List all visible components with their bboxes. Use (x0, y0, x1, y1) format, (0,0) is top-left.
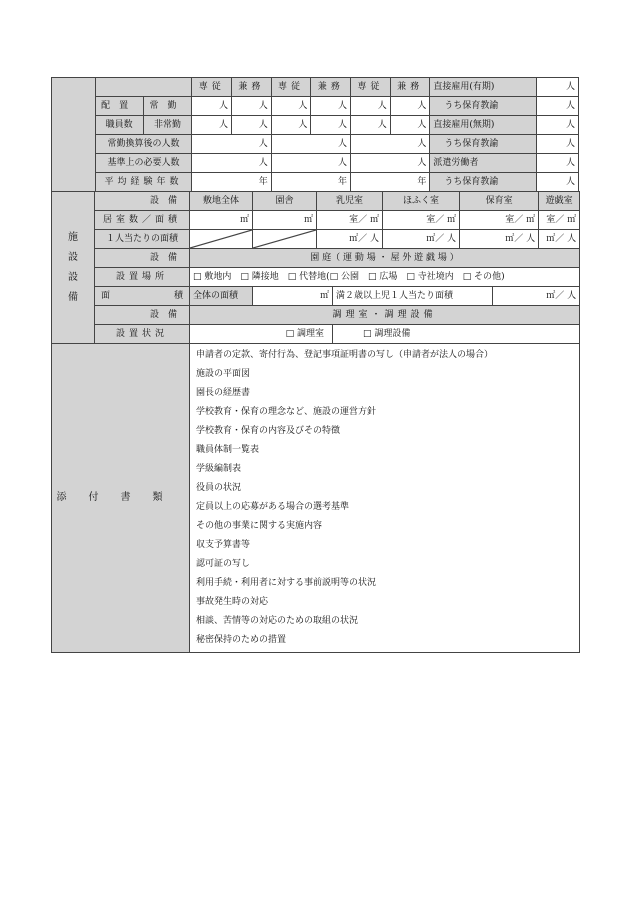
room-header: 保育室 (460, 192, 539, 211)
area-label-cell (95, 287, 190, 306)
teacher-value[interactable]: 人 (537, 97, 579, 116)
room-header: 敷地全体 (190, 192, 253, 211)
staff-cell[interactable]: 人 (390, 116, 430, 135)
room-count-label: 居室数／面積 (95, 211, 190, 230)
room-area-cell[interactable]: 室／ ㎡ (383, 211, 460, 230)
room-area-cell[interactable]: ㎡ (253, 211, 317, 230)
room-header: 乳児室 (317, 192, 383, 211)
equip-label: 設備 (95, 249, 190, 268)
header-kenmu: 兼務 (390, 78, 430, 97)
total-area-value[interactable]: ㎡ (253, 287, 333, 306)
equip-label: 設備 (95, 306, 190, 325)
per-person-label: １人当たりの面積 (95, 230, 190, 249)
diagonal-line (190, 230, 252, 248)
kitchen-option-equipment[interactable]: □ 調理設備 (333, 325, 580, 344)
attachment-item: 事故発生時の対応 (196, 597, 269, 607)
header-kenmu: 兼務 (311, 78, 351, 97)
staff-side-cell (52, 78, 96, 192)
staff-cell[interactable]: 人 (192, 97, 232, 116)
staff-cell[interactable]: 人 (271, 116, 311, 135)
row-sub-part: 非常勤 (143, 116, 192, 135)
required-cell[interactable]: 人 (192, 154, 271, 173)
attachment-item: 利用手続・利用者に対する事前説明等の状況 (196, 578, 377, 588)
attachments-list (190, 344, 580, 653)
teacher-label: うち保育教諭 (430, 173, 537, 192)
attachment-item: 秘密保持のための措置 (196, 635, 287, 645)
application-form (51, 77, 579, 653)
direct-fixed-label: 直接雇用(有期) (430, 78, 537, 97)
staff-cell[interactable]: 人 (390, 97, 430, 116)
avg-exp-cell[interactable]: 年 (351, 173, 430, 192)
per-child-value[interactable]: ㎡／ 人 (493, 287, 580, 306)
teacher-value[interactable]: 人 (537, 173, 579, 192)
attachments-table (51, 343, 580, 653)
garden-title: 園 庭（ 運 動 場 ・ 屋 外 遊 戯 場 ） (190, 249, 580, 268)
required-label: 基準上の必要人数 (95, 154, 192, 173)
diagonal-line (253, 230, 316, 248)
header-senju: 専従 (271, 78, 311, 97)
install-label: 設置状況 (95, 325, 190, 344)
row-sub-full: 常勤 (143, 97, 192, 116)
equip-label: 設備 (95, 192, 190, 211)
direct-unfixed-label: 直接雇用(無期) (430, 116, 537, 135)
attachment-item: その他の事業に関する実施内容 (196, 521, 323, 531)
attachment-item: 園長の経歴書 (196, 388, 251, 398)
diagonal-cell (253, 230, 317, 249)
per-person-cell[interactable]: ㎡／ 人 (539, 230, 580, 249)
direct-fixed-value[interactable]: 人 (537, 78, 579, 97)
staff-cell[interactable]: 人 (232, 97, 272, 116)
dispatch-value[interactable]: 人 (537, 154, 579, 173)
fte-label: 常勤換算後の人数 (95, 135, 192, 154)
total-area-label: 全体の面積 (190, 287, 253, 306)
staff-table (51, 77, 579, 192)
room-header: ほふく室 (383, 192, 460, 211)
per-person-cell[interactable]: ㎡／ 人 (383, 230, 460, 249)
teacher-label: うち保育教諭 (430, 135, 537, 154)
room-area-cell[interactable]: 室／ ㎡ (317, 211, 383, 230)
required-cell[interactable]: 人 (351, 154, 430, 173)
facility-table (51, 191, 580, 344)
row-label-haichi: 配置 (95, 97, 143, 116)
attachment-item: 学校教育・保育の内容及びその特徴 (196, 426, 341, 436)
header-senju: 専従 (351, 78, 391, 97)
diagonal-cell (190, 230, 253, 249)
room-header: 園舎 (253, 192, 317, 211)
kitchen-option-room[interactable]: □ 調理室 (190, 325, 333, 344)
attachment-item: 役員の状況 (196, 483, 242, 493)
attachment-item: 収支予算書等 (196, 540, 251, 550)
fte-cell[interactable]: 人 (271, 135, 350, 154)
teacher-value[interactable]: 人 (537, 135, 579, 154)
per-child-label: 満２歳以上児１人当たり面積 (333, 287, 493, 306)
dispatch-label: 派遣労働者 (430, 154, 537, 173)
staff-cell[interactable]: 人 (311, 97, 351, 116)
per-person-cell[interactable]: ㎡／ 人 (317, 230, 383, 249)
room-area-cell[interactable]: 室／ ㎡ (460, 211, 539, 230)
facility-side-label: 施 設 設 備 (52, 192, 95, 344)
per-person-cell[interactable]: ㎡／ 人 (460, 230, 539, 249)
room-area-cell[interactable]: ㎡ (190, 211, 253, 230)
room-area-cell[interactable]: 室／ ㎡ (539, 211, 580, 230)
location-label: 設置場所 (95, 268, 190, 287)
avg-exp-cell[interactable]: 年 (271, 173, 350, 192)
staff-cell[interactable]: 人 (271, 97, 311, 116)
attachment-item: 申請者の定款、寄付行為、登記事項証明書の写し（申請者が法人の場合） (196, 350, 494, 360)
attachment-item: 学級編制表 (196, 464, 242, 474)
attachment-item: 相談、苦情等の対応のための取組の状況 (196, 616, 359, 626)
attachment-item: 施設の平面図 (196, 369, 251, 379)
header-kenmu: 兼務 (232, 78, 272, 97)
avg-exp-cell[interactable]: 年 (192, 173, 271, 192)
required-cell[interactable]: 人 (271, 154, 350, 173)
fte-cell[interactable]: 人 (351, 135, 430, 154)
staff-cell[interactable]: 人 (232, 116, 272, 135)
avg-exp-label: 平均経験年数 (95, 173, 192, 192)
fte-cell[interactable]: 人 (192, 135, 271, 154)
room-header: 遊戯室 (539, 192, 580, 211)
direct-unfixed-value[interactable]: 人 (537, 116, 579, 135)
attachment-item: 認可証の写し (196, 559, 251, 569)
attachment-item: 定員以上の応募がある場合の選考基準 (196, 502, 350, 512)
staff-cell[interactable]: 人 (351, 116, 391, 135)
teacher-label: うち保育教諭 (430, 97, 537, 116)
staff-cell[interactable]: 人 (351, 97, 391, 116)
staff-cell[interactable]: 人 (192, 116, 232, 135)
header-senju: 専従 (192, 78, 232, 97)
attachments-label: 添付書類 (52, 344, 190, 653)
staff-cell[interactable]: 人 (311, 116, 351, 135)
attachment-item: 学校教育・保育の理念など、施設の運営方針 (196, 407, 377, 417)
area-label: 面積 (101, 290, 183, 301)
location-options[interactable]: □ 敷地内 □ 隣接地 □ 代替地(□ 公園 □ 広場 □ 寺社境内 □ その他) (190, 268, 580, 287)
kitchen-title: 調理室・調理設備 (190, 306, 580, 325)
attachment-item: 職員体制一覧表 (196, 445, 260, 455)
row-label-shokuinsu: 職員数 (95, 116, 143, 135)
